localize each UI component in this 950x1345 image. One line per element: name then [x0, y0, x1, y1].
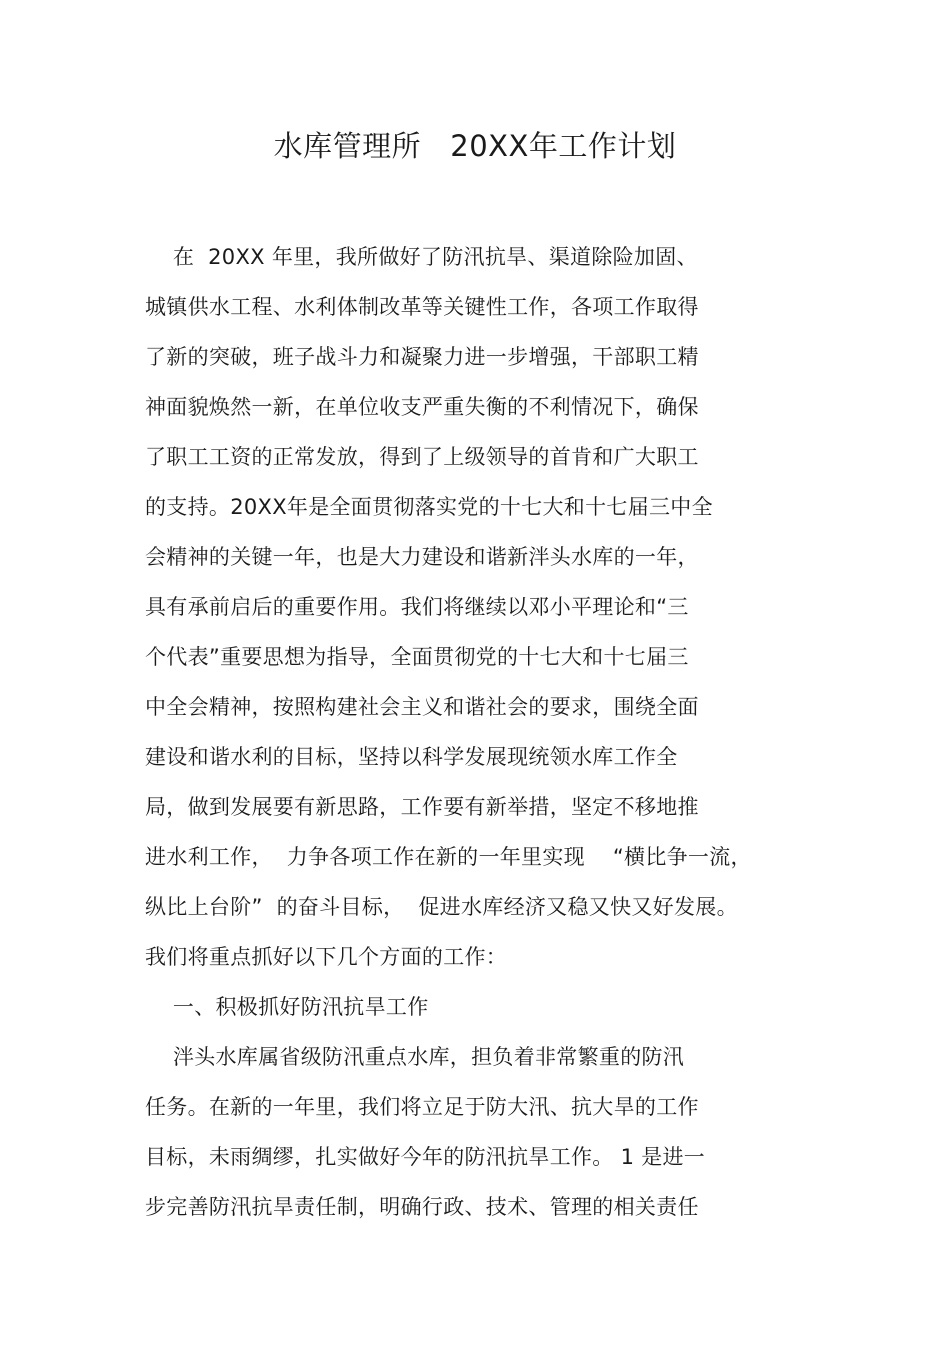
- text-line: 会精神的关键一年，也是大力建设和谐新泮头水库的一年，: [145, 545, 699, 569]
- text-line: 建设和谐水利的目标，坚持以科学发展现统领水库工作全: [145, 745, 678, 769]
- text-line: 具有承前启后的重要作用。我们将继续以邓小平理论和“三: [145, 595, 689, 619]
- text-line: 局，做到发展要有新思路，工作要有新举措，坚定不移地推: [145, 795, 699, 819]
- text-line: 了新的突破，班子战斗力和凝聚力进一步增强，干部职工精: [145, 345, 699, 369]
- text-line: 目标，未雨绸缪，扎实做好今年的防汛抗旱工作。 1 是进一: [145, 1145, 706, 1169]
- document-title: 水库管理所 20XX年工作计划: [273, 129, 677, 163]
- text-line: 个代表”重要思想为指导，全面贯彻党的十七大和十七届三: [145, 645, 689, 669]
- text-line: 的支持。20XX年是全面贯彻落实党的十七大和十七届三中全: [145, 495, 713, 519]
- text-line: 进水利工作， 力争各项工作在新的一年里实现 “横比争一流，: [145, 845, 752, 869]
- text-line: 了职工工资的正常发放，得到了上级领导的首肯和广大职工: [145, 445, 699, 469]
- text-line: 泮头水库属省级防汛重点水库，担负着非常繁重的防汛: [145, 1045, 685, 1069]
- text-line: 城镇供水工程、水利体制改革等关键性工作，各项工作取得: [145, 295, 699, 319]
- text-line: 中全会精神，按照构建社会主义和谐社会的要求，围绕全面: [145, 695, 699, 719]
- section-heading: 一、积极抓好防汛抗旱工作: [145, 995, 429, 1019]
- text-line: 纵比上台阶” 的奋斗目标， 促进水库经济又稳又快又好发展。: [145, 895, 738, 919]
- text-line: 步完善防汛抗旱责任制，明确行政、技术、管理的相关责任: [145, 1195, 699, 1219]
- text-line: 神面貌焕然一新，在单位收支严重失衡的不利情况下，确保: [145, 395, 699, 419]
- text-line: 在 20XX 年里，我所做好了防汛抗旱、渠道除险加固、: [145, 245, 698, 269]
- text-line: 任务。在新的一年里，我们将立足于防大汛、抗大旱的工作: [145, 1095, 699, 1119]
- text-line: 我们将重点抓好以下几个方面的工作：: [145, 945, 508, 969]
